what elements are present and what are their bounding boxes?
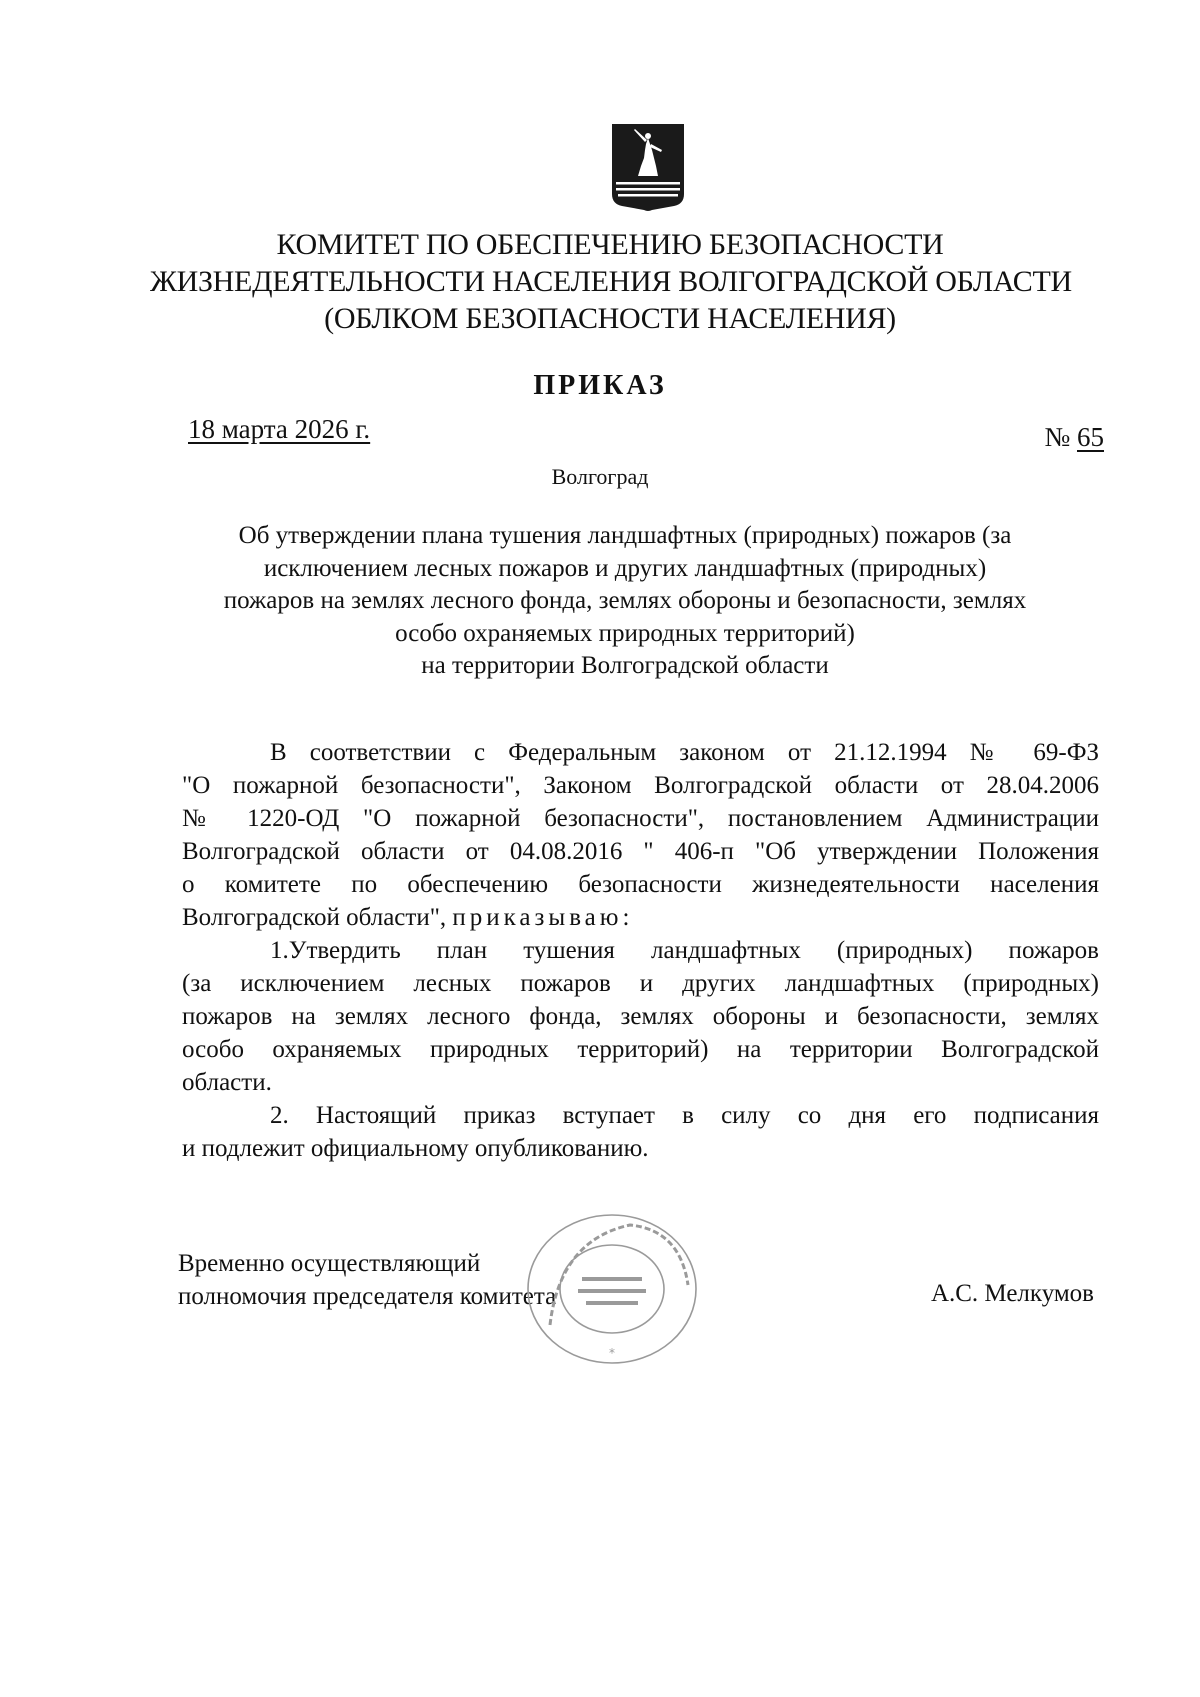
body-line: о комитете по обеспечению безопасности жизнедеятельности населения [182,871,1099,898]
body-line: области. [182,1069,272,1096]
order-word: приказываю: [452,904,634,931]
body-line: (за исключением лесных пожаров и других ландшафтных (природных) [182,970,1099,997]
body-line: особо охраняемых природных территорий) на территории Волгоградской [182,1036,1099,1063]
body-line: пожаров на землях лесного фонда, землях обороны и безопасности, землях [182,1003,1099,1030]
order-body [182,736,1099,1165]
subject-line: пожаров на землях лесного фонда, землях обороны и безопасности, землях [223,587,1027,614]
document-type-title: ПРИКАЗ [533,370,667,401]
org-line-2: ЖИЗНЕДЕЯТЕЛЬНОСТИ НАСЕЛЕНИЯ ВОЛГОГРАДСКОЙ ОБЛАСТИ [150,265,1072,298]
order-number-value: 65 [1077,422,1104,452]
org-line-3: (ОБЛКОМ БЕЗОПАСНОСТИ НАСЕЛЕНИЯ) [324,302,896,335]
body-line: 2. Настоящий приказ вступает в силу со дня его подписания [270,1102,1099,1129]
body-line: и подлежит официальному опубликованию. [182,1135,649,1162]
subject-line: особо охраняемых природных территорий) [395,619,855,647]
signatory-title-line-2: полномочия председателя комитета [178,1283,557,1310]
official-stamp-icon [520,1205,705,1370]
order-number-label: № [1044,422,1071,452]
body-line: Волгоградской области от 04.08.2016 " 406-п "Об утверждении Положения [182,838,1099,865]
body-line: 1.Утвердить план тушения ландшафтных (природных) пожаров [270,937,1099,964]
signatory-name: А.С. Мелкумов [930,1280,1094,1307]
signatory-title [178,1247,556,1313]
order-number [1044,422,1104,453]
body-line: В соответствии с Федеральным законом от 21.12.1994 № 69-ФЗ [270,739,1099,766]
subject-line: исключением лесных пожаров и других ландшафтных (природных) [263,554,987,582]
svg-text:*: * [609,1346,615,1360]
subject-line: Об утверждении плана тушения ландшафтных (природных) пожаров (за [238,522,1012,549]
org-line-1: КОМИТЕТ ПО ОБЕСПЕЧЕНИЮ БЕЗОПАСНОСТИ [276,228,944,261]
preamble-last-text: Волгоградской области", [182,904,447,931]
order-subject [150,520,1100,683]
city: Волгоград [551,464,649,489]
coat-of-arms-icon [608,120,688,216]
organization-header [150,226,1070,337]
signatory-title-line-1: Временно осуществляющий [178,1250,481,1277]
body-line [182,901,1099,934]
body-line: "О пожарной безопасности", Законом Волгоградской области от 28.04.2006 [182,772,1099,799]
order-date: 18 марта 2026 г. [188,414,371,444]
subject-line: на территории Волгоградской области [421,652,829,679]
body-line: № 1220-ОД "О пожарной безопасности", постановлением Администрации [182,805,1099,832]
